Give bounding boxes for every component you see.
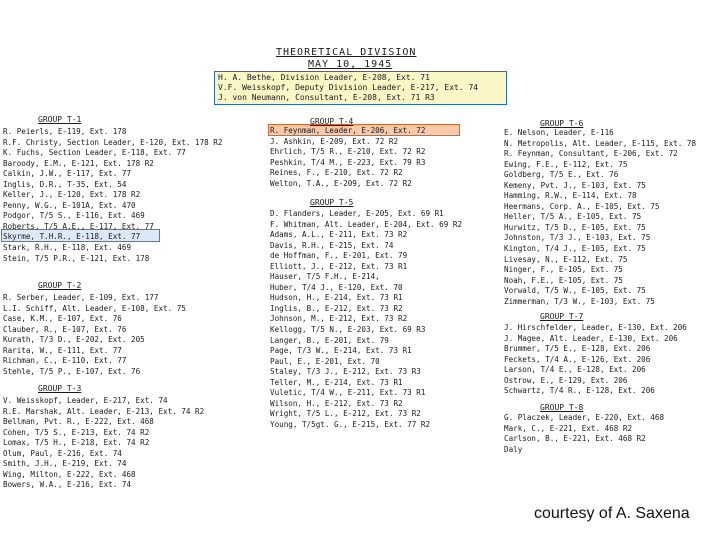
list-item: G. Placzek, Leader, E-220, Ext. 468 bbox=[504, 413, 665, 422]
list-item: Peshkin, T/4 M., E-223, Ext. 79 R3 bbox=[270, 157, 426, 167]
group-t7-list bbox=[504, 323, 687, 397]
list-item: Rarita, W., E-111, Ext. 77 bbox=[3, 345, 122, 355]
list-item: Kemeny, Pvt. J., E-103, Ext. 75 bbox=[504, 180, 646, 190]
list-item: Davis, R.H., E-215, Ext. 74 bbox=[270, 240, 394, 250]
group-t6-heading: GROUP T-6 bbox=[540, 119, 584, 128]
list-item: Ninger, F., E-105, Ext. 75 bbox=[504, 265, 623, 275]
list-item: Livesay, N., E-112, Ext. 75 bbox=[504, 254, 628, 264]
list-item: Bellman, Pvt. R., E-222, Ext. 468 bbox=[3, 417, 154, 427]
list-item: Kurath, T/3 D., E-202, Ext. 205 bbox=[3, 335, 145, 345]
list-item: Stehle, T/5 P., E-107, Ext. 76 bbox=[3, 366, 141, 376]
leader-line: J. von Neumann, Consultant, E-208, Ext. 71 R3 bbox=[218, 93, 435, 102]
list-item: L.I. Schiff, Alt. Leader, E-108, Ext. 75 bbox=[3, 303, 186, 313]
list-item: Calkin, J.W., E-117, Ext. 77 bbox=[3, 169, 132, 179]
list-item: Carlson, B., E-221, Ext. 468 R2 bbox=[504, 434, 646, 444]
list-item: Hudson, H., E-214, Ext. 73 R1 bbox=[270, 293, 403, 303]
list-item: Clauber, R., E-107, Ext. 76 bbox=[3, 324, 127, 334]
leader-line: H. A. Bethe, Division Leader, E-208, Ext. 71 bbox=[218, 73, 430, 82]
list-item: Inglis, D.R., T-35, Ext. 54 bbox=[3, 179, 127, 189]
list-item: Podgor, T/5 S., E-116, Ext. 469 bbox=[3, 211, 145, 221]
list-item: Feckets, T/4 A., E-126, Ext. 206 bbox=[504, 354, 651, 364]
list-item: Staley, T/3 J., E-212, Ext. 73 R3 bbox=[270, 367, 421, 377]
list-item: Welton, T.A., E-209, Ext. 72 R2 bbox=[270, 178, 412, 188]
list-item: Daly bbox=[504, 444, 523, 454]
list-item: Ostrow, E., E-129, Ext. 206 bbox=[504, 375, 628, 385]
group-t2-heading: GROUP T-2 bbox=[38, 281, 82, 290]
list-item: Young, T/5gt. G., E-215, Ext. 77 R2 bbox=[270, 419, 431, 429]
list-item: F. Whitman, Alt. Leader, E-204, Ext. 69 R2 bbox=[270, 219, 463, 229]
list-item: Inglis, B., E-212, Ext. 73 R2 bbox=[270, 303, 403, 313]
group-t8-heading: GROUP T-8 bbox=[540, 403, 584, 412]
list-item: Vuletic, T/4 W., E-211, Ext. 73 R1 bbox=[270, 388, 426, 398]
group-t4-heading: GROUP T-4 bbox=[310, 117, 354, 126]
list-item: Huber, T/4 J., E-120, Ext. 70 bbox=[270, 282, 403, 292]
list-item: Elliott, J., E-212, Ext. 73 R1 bbox=[270, 261, 408, 271]
list-item: Reines, F., E-210, Ext. 72 R2 bbox=[270, 168, 403, 178]
list-item: Mark, C., E-221, Ext. 468 R2 bbox=[504, 423, 633, 433]
list-item: Bowers, W.A., E-216, Ext. 74 bbox=[3, 480, 132, 490]
list-item: Roberts, T/5 A.E., E-117, Ext. 77 bbox=[3, 221, 154, 231]
list-item: Richman, C., E-110, Ext. 77 bbox=[3, 356, 127, 366]
list-item: R. Feynman, Consultant, E-206, Ext. 72 bbox=[504, 149, 678, 159]
image-credit: courtesy of A. Saxena bbox=[534, 505, 690, 522]
list-item: Larson, T/4 E., E-128, Ext. 206 bbox=[504, 365, 646, 375]
list-item: Schwartz, T/4 R., E-128, Ext. 206 bbox=[504, 386, 655, 396]
group-t1-list bbox=[3, 127, 222, 264]
list-item: Skyrme, T.H.R., E-118, Ext. 77 bbox=[3, 232, 141, 242]
list-item: D. Flanders, Leader, E-205, Ext. 69 R1 bbox=[270, 209, 444, 218]
list-item: Ewing, F.E., E-112, Ext. 75 bbox=[504, 159, 628, 169]
list-item: J. Magee, Alt. Leader, E-130, Ext. 206 bbox=[504, 333, 678, 343]
group-t2-list bbox=[3, 293, 186, 377]
list-item: R.F. Christy, Section Leader, E-120, Ext. 178 R2 bbox=[3, 137, 223, 147]
list-item: Heller, T/5 A., E-105, Ext. 75 bbox=[504, 212, 642, 222]
list-item: J. Ashkin, E-209, Ext. 72 R2 bbox=[270, 136, 399, 146]
list-item: J. Hirschfelder, Leader, E-130, Ext. 206 bbox=[504, 323, 687, 332]
list-item: Wing, Milton, E-222, Ext. 468 bbox=[3, 469, 136, 479]
list-item: Penny, W.G., E-101A, Ext. 470 bbox=[3, 200, 136, 210]
list-item: Teller, M., E-214, Ext. 73 R1 bbox=[270, 377, 403, 387]
group-t3-heading: GROUP T-3 bbox=[38, 384, 82, 393]
list-item: Case, K.M., E-107, Ext. 76 bbox=[3, 314, 122, 324]
list-item: Wilson, H., E-212, Ext. 73 R2 bbox=[270, 398, 403, 408]
list-item: R. Peierls, E-119, Ext. 178 bbox=[3, 127, 127, 136]
list-item: R.E. Marshak, Alt. Leader, E-213, Ext. 74 R2 bbox=[3, 406, 205, 416]
list-item: R. Serber, Leader, E-109, Ext. 177 bbox=[3, 293, 159, 302]
list-item: Johnson, M., E-212, Ext. 73 R2 bbox=[270, 314, 408, 324]
list-item: Cohen, T/5 S., E-213, Ext. 74 R2 bbox=[3, 427, 150, 437]
group-t3-list bbox=[3, 396, 204, 491]
leader-line: V.F. Weisskopf, Deputy Division Leader, E-217, Ext. 74 bbox=[218, 83, 479, 92]
list-item: Smith, J.H., E-219, Ext. 74 bbox=[3, 459, 127, 469]
list-item: Zimmerman, T/3 W., E-103, Ext. 75 bbox=[504, 296, 655, 306]
list-item: Ehrlich, T/5 R., E-210, Ext. 72 R2 bbox=[270, 147, 426, 157]
list-item: Kington, T/4 J., E-105, Ext. 75 bbox=[504, 244, 646, 254]
group-t1-heading: GROUP T-1 bbox=[38, 115, 82, 124]
list-item: E. Nelson, Leader, E-116 bbox=[504, 128, 614, 137]
list-item: de Hoffman, F., E-201, Ext. 79 bbox=[270, 251, 408, 261]
list-item: Lomax, T/5 H., E-218, Ext. 74 R2 bbox=[3, 438, 150, 448]
list-item: Wright, T/5 L., E-212, Ext. 73 R2 bbox=[270, 409, 421, 419]
list-item: Brummer, T/5 E., E-128, Ext. 206 bbox=[504, 344, 651, 354]
list-item: Stein, T/5 P.R., E-121, Ext. 178 bbox=[3, 253, 150, 263]
list-item: Noah, F.E., E-105, Ext. 75 bbox=[504, 275, 623, 285]
list-item: Baroody, E.M., E-121, Ext. 178 R2 bbox=[3, 158, 154, 168]
list-item: Olum, Paul, E-216, Ext. 74 bbox=[3, 448, 122, 458]
list-item: Johnston, T/3 J., E-103, Ext. 75 bbox=[504, 233, 651, 243]
group-t5-heading: GROUP T-5 bbox=[310, 198, 354, 207]
list-item: Keller, J., E-120, Ext. 178 R2 bbox=[3, 190, 141, 200]
list-item: Heermans, Corp. A., E-105, Ext. 75 bbox=[504, 201, 660, 211]
list-item: R. Feynman, Leader, E-206, Ext. 72 bbox=[270, 126, 426, 135]
document-title: THEORETICAL DIVISION bbox=[276, 47, 417, 58]
group-t6-list bbox=[504, 128, 696, 307]
group-t8-list bbox=[504, 413, 664, 455]
group-t5-list bbox=[270, 209, 462, 430]
list-item: Langer, B., E-201, Ext. 79 bbox=[270, 335, 389, 345]
list-item: Stark, R.H., E-118, Ext. 469 bbox=[3, 243, 132, 253]
list-item: Hauser, T/5 F.H., E-214, bbox=[270, 272, 380, 282]
list-item: Vorwald, T/5 W., E-105, Ext. 75 bbox=[504, 286, 646, 296]
list-item: K. Fuchs, Section Leader, E-118, Ext. 77 bbox=[3, 148, 186, 158]
list-item: Hamming, R.W., E-114, Ext. 78 bbox=[504, 191, 637, 201]
group-t4-list bbox=[270, 126, 425, 189]
list-item: N. Metropolis, Alt. Leader, E-115, Ext. 78 bbox=[504, 138, 697, 148]
list-item: Paul, E., E-201, Ext. 70 bbox=[270, 356, 380, 366]
list-item: Goldberg, T/5 E., Ext. 76 bbox=[504, 170, 619, 180]
group-t7-heading: GROUP T-7 bbox=[540, 312, 584, 321]
document-date: MAY 10, 1945 bbox=[308, 59, 393, 70]
list-item: V. Weisskopf, Leader, E-217, Ext. 74 bbox=[3, 396, 168, 405]
list-item: Kellogg, T/5 N., E-203, Ext. 69 R3 bbox=[270, 325, 426, 335]
list-item: Hurwitz, T/5 D., E-105, Ext. 75 bbox=[504, 222, 646, 232]
list-item: Page, T/3 W., E-214, Ext. 73 R1 bbox=[270, 346, 412, 356]
list-item: Adams, A.L., E-211, Ext. 73 R2 bbox=[270, 230, 408, 240]
